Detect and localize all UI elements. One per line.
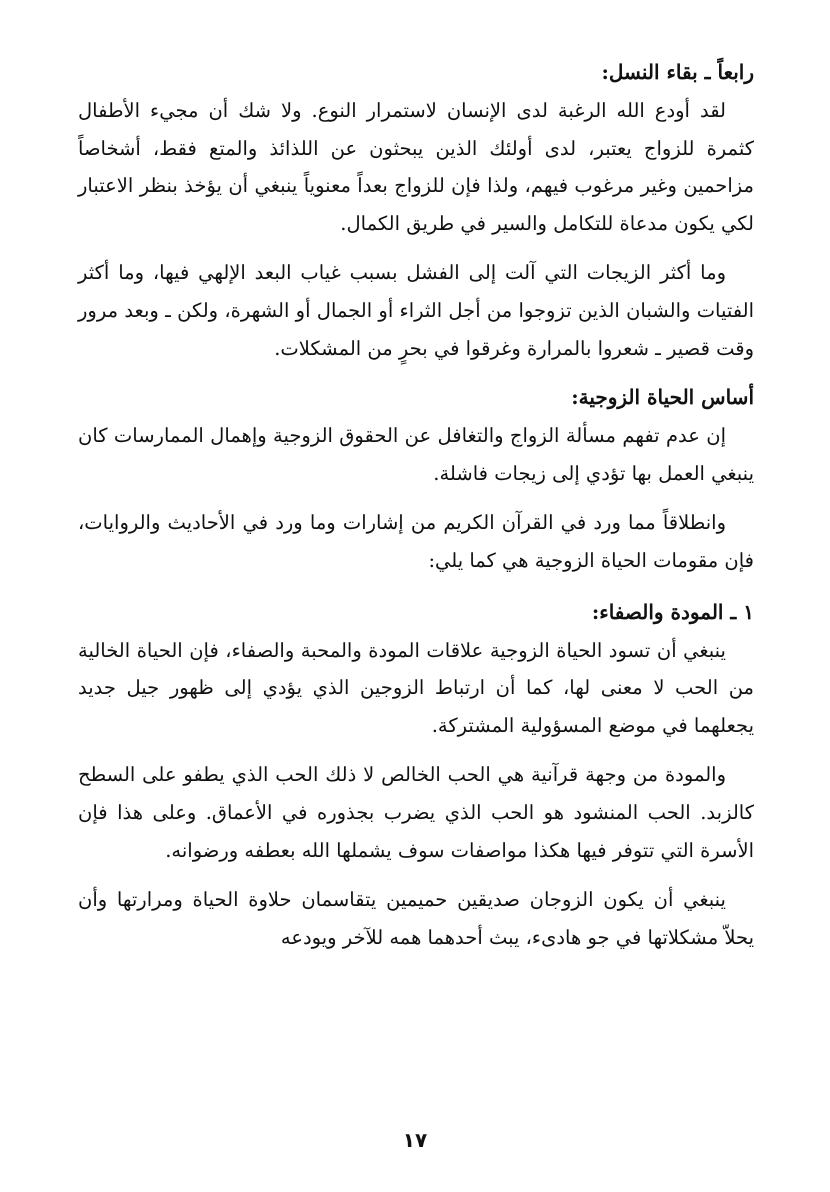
paragraph-basis-2: وانطلاقاً مما ورد في القرآن الكريم من إشارات وما ورد في الأحاديث والروايات، فإن مقومات الحياة الزوجية هي كما يلي: [78,511,754,572]
paragraph-affection-1: ينبغي أن تسود الحياة الزوجية علاقات المودة والمحبة والصفاء، فإن الحياة الخالية من الحب لا معنى لها، كما أن ارتباط الزوجين الذي يؤدي إلى ظهور جيل جديد يجعلهما في موضع المسؤولية المشتركة. [78,638,754,737]
section-heading-marriage-basis: أساس الحياة الزوجية: [571,385,754,410]
paragraph-offspring-2: وما أكثر الزيجات التي آلت إلى الفشل بسبب غياب البعد الإلهي فيها، وما أكثر الفتيات والشبان الذين تزوجوا من أجل الثراء أو الجمال أو الشهرة، ولكن ـ وبعد مرور وقت قصير ـ شعروا بالمرارة وغرقوا في بحرٍ من المشكلات. [78,261,754,360]
page-number: ١٧ [402,1128,428,1152]
paragraph-affection-3: ينبغي أن يكون الزوجان صديقين حميمين يتقاسمان حلاوة الحياة ومرارتها وأن يحلاّ مشكلاتها في جو هادىء، يبث أحدهما همه للآخر ويودعه [78,888,754,949]
section-heading-offspring: رابعاً ـ بقاء النسل: [601,60,754,84]
section-heading-affection: ١ ـ المودة والصفاء: [591,599,754,624]
paragraph-affection-2: والمودة من وجهة قرآنية هي الحب الخالص لا ذلك الحب الذي يطفو على السطح كالزبد. الحب المنشود هو الحب الذي يضرب بجذوره في الأعماق. وعلى هذا فإن الأسرة التي تتوفر فيها هكذا مواصفات سوف يشملها الله بعطفه ورضوانه. [78,763,754,862]
book-page [78,52,754,1132]
paragraph-offspring-1: لقد أودع الله الرغبة لدى الإنسان لاستمرار النوع. ولا شك أن مجيء الأطفال كثمرة للزواج يعتبر، لدى أولئك الذين يبحثون عن اللذائذ والمتع فقط، أشخاصاً مزاحمين وغير مرغوب فيهم، ولذا فإن للزواج بعداً معنوياً ينبغي أن يؤخذ بنظر الاعتبار لكي يكون مدعاة للتكامل والسير في طريق الكمال. [78,99,754,235]
paragraph-basis-1: إن عدم تفهم مسألة الزواج والتغافل عن الحقوق الزوجية وإهمال الممارسات كان ينبغي العمل بها تؤدي إلى زيجات فاشلة. [78,424,754,485]
